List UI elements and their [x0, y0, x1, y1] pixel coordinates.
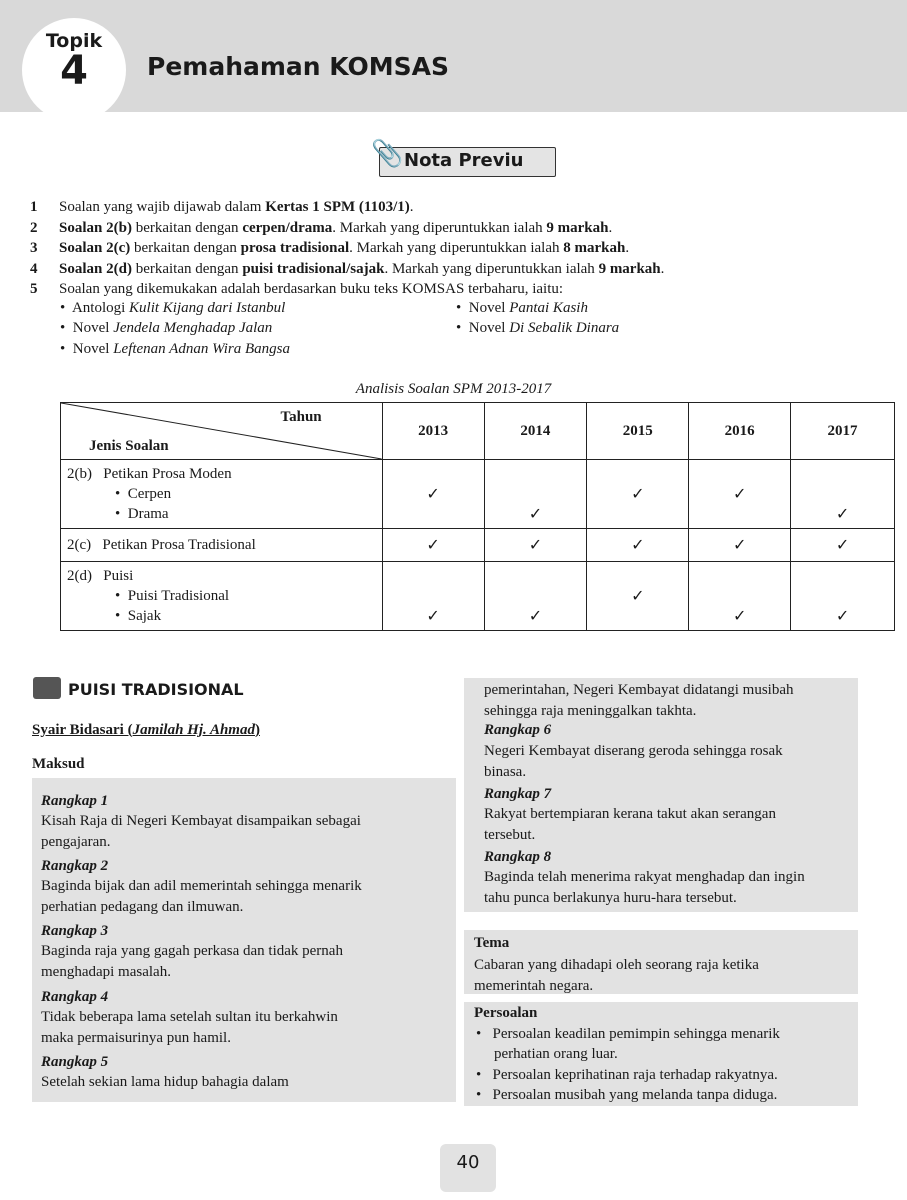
persoalan-item: • Persoalan keprihatinan raja terhadap rakyatnya. — [476, 1067, 778, 1083]
note-3: Soalan 2(c) berkaitan dengan prosa tradisional. Markah yang diperuntukkan ialah 8 markah. — [59, 240, 630, 256]
text-item: • Antologi Kulit Kijang dari Istanbul — [60, 300, 286, 316]
nota-label: Nota Previu — [404, 150, 524, 171]
tema-body: Cabaran yang dihadapi oleh seorang raja ketika memerintah negara. — [474, 957, 759, 994]
row-label: 2(d) Puisi • Puisi Tradisional • Sajak — [61, 562, 383, 631]
tick-mark: ✓ — [528, 506, 543, 523]
header-tahun: Tahun — [280, 409, 322, 425]
text-item: • Novel Jendela Menghadap Jalan — [60, 320, 273, 336]
topic-word: Topik — [45, 30, 103, 52]
persoalan-heading: Persoalan — [474, 1005, 538, 1021]
table-header-row — [61, 403, 895, 460]
analysis-table — [60, 402, 895, 631]
note-number: 5 — [30, 281, 38, 297]
header-band — [0, 0, 907, 112]
tick-cell — [587, 460, 689, 529]
note-1: Soalan yang wajib dijawab dalam Kertas 1 SPM (1103/1). — [59, 199, 414, 215]
rangkap-body: Baginda raja yang gagah perkasa dan tidak pernah menghadapi masalah. — [41, 943, 343, 980]
persoalan-item-cont: perhatian orang luar. — [494, 1046, 618, 1062]
table-row — [61, 562, 895, 631]
paperclip-icon: 📎 — [371, 139, 404, 169]
rangkap-heading: Rangkap 4 — [41, 989, 109, 1005]
rangkap-heading: Rangkap 8 — [484, 849, 552, 865]
year-header: 2017 — [791, 403, 895, 460]
header-jenis-soalan: Jenis Soalan — [89, 438, 169, 454]
note-number: 1 — [30, 199, 38, 215]
rangkap-body: Setelah sekian lama hidup bahagia dalam — [41, 1074, 289, 1090]
maksud-heading: Maksud — [32, 756, 85, 772]
persoalan-item: • Persoalan keadilan pemimpin sehingga menarik — [476, 1026, 780, 1042]
rangkap-heading: Rangkap 2 — [41, 858, 109, 874]
rangkap-body: Kisah Raja di Negeri Kembayat disampaikan sebagai pengajaran. — [41, 813, 361, 850]
year-header: 2015 — [587, 403, 689, 460]
page-title: Pemahaman KOMSAS — [147, 52, 450, 81]
note-5: Soalan yang dikemukakan adalah berdasarkan buku teks KOMSAS terbaharu, iaitu: — [59, 281, 564, 297]
note-number: 3 — [30, 240, 38, 256]
text-item: • Novel Pantai Kasih — [456, 300, 588, 316]
note-number: 4 — [30, 261, 38, 277]
tick-mark: ✓ — [382, 529, 484, 562]
year-header: 2013 — [382, 403, 484, 460]
table-caption: Analisis Soalan SPM 2013-2017 — [355, 381, 552, 397]
section-title: PUISI TRADISIONAL — [68, 680, 244, 699]
tick-mark: ✓ — [631, 486, 645, 503]
poem-title: Syair Bidasari (Jamilah Hj. Ahmad) — [32, 722, 260, 738]
tick-cell — [484, 460, 587, 529]
rangkap-heading: Rangkap 6 — [484, 722, 552, 738]
tick-mark: ✓ — [791, 529, 895, 562]
text-item: • Novel Di Sebalik Dinara — [456, 320, 620, 336]
rangkap-heading: Rangkap 7 — [484, 786, 552, 802]
rangkap-heading: Rangkap 5 — [41, 1054, 109, 1070]
tick-mark: ✓ — [631, 588, 645, 605]
tick-cell — [382, 460, 484, 529]
tema-heading: Tema — [474, 935, 510, 951]
tick-cell — [587, 562, 689, 631]
topic-badge — [22, 18, 126, 122]
rangkap-body: Tidak beberapa lama setelah sultan itu berkahwin maka permaisurinya pun hamil. — [41, 1009, 338, 1046]
tick-mark: ✓ — [835, 608, 850, 625]
section-leaf-icon — [33, 677, 61, 699]
note-2: Soalan 2(b) berkaitan dengan cerpen/drama. Markah yang diperuntukkan ialah 9 markah. — [59, 220, 613, 236]
row-label: 2(c) Petikan Prosa Tradisional — [61, 529, 383, 562]
table-row — [61, 529, 895, 562]
note-number: 2 — [30, 220, 38, 236]
tick-cell — [791, 460, 895, 529]
topic-number: 4 — [60, 48, 88, 94]
tick-mark: ✓ — [426, 486, 440, 503]
tick-cell — [791, 562, 895, 631]
tick-cell — [689, 460, 791, 529]
persoalan-item: • Persoalan musibah yang melanda tanpa diduga. — [476, 1087, 778, 1103]
year-header: 2016 — [689, 403, 791, 460]
rangkap-heading: Rangkap 3 — [41, 923, 109, 939]
tick-mark: ✓ — [426, 608, 440, 625]
tick-mark: ✓ — [528, 608, 543, 625]
rangkap-body: Negeri Kembayat diserang geroda sehingga rosak binasa. — [484, 743, 783, 780]
tick-mark: ✓ — [587, 529, 689, 562]
table-row — [61, 460, 895, 529]
tick-mark: ✓ — [732, 486, 747, 503]
year-header: 2014 — [484, 403, 587, 460]
rangkap-body: pemerintahan, Negeri Kembayat didatangi musibah sehingga raja meninggalkan takhta. — [484, 682, 794, 719]
tick-cell — [689, 562, 791, 631]
tick-mark: ✓ — [835, 506, 850, 523]
text-item: • Novel Leftenan Adnan Wira Bangsa — [60, 341, 290, 357]
rangkap-body: Baginda telah menerima rakyat menghadap dan ingin tahu punca berlakunya huru-hara tersebut. — [484, 869, 805, 906]
tick-mark: ✓ — [732, 608, 747, 625]
page-number: 40 — [456, 1152, 480, 1173]
row-label: 2(b) Petikan Prosa Moden • Cerpen • Drama — [61, 460, 383, 529]
tick-mark: ✓ — [689, 529, 791, 562]
tick-mark: ✓ — [484, 529, 587, 562]
rangkap-heading: Rangkap 1 — [41, 793, 109, 809]
page-number-tab — [440, 1144, 496, 1192]
tick-cell — [382, 562, 484, 631]
tick-cell — [484, 562, 587, 631]
note-4: Soalan 2(d) berkaitan dengan puisi tradisional/sajak. Markah yang diperuntukkan ialah 9 markah. — [59, 261, 665, 277]
rangkap-body: Rakyat bertempiaran kerana takut akan serangan tersebut. — [484, 806, 776, 843]
header-diagonal-cell — [61, 403, 383, 460]
nota-preview-banner — [371, 139, 556, 177]
rangkap-body: Baginda bijak dan adil memerintah sehingga menarik perhatian pedagang dan ilmuwan. — [41, 878, 362, 915]
